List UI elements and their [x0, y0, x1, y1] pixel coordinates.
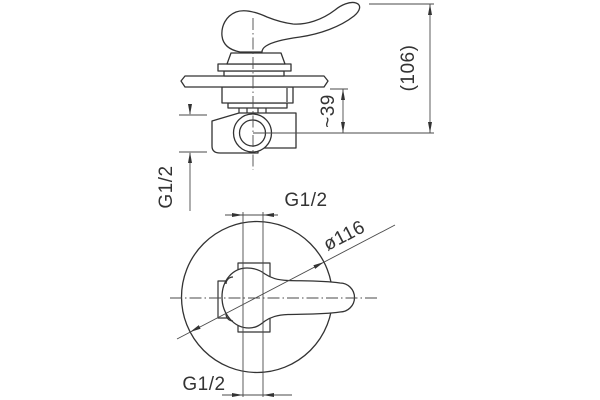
valve-step-plate: [228, 103, 287, 108]
side-view: [156, 2, 434, 211]
arrow-left-icon: [263, 393, 274, 397]
arrow-down-icon: [188, 104, 192, 115]
dim-plate-to-port-label: ~39: [318, 94, 339, 128]
arrow-up-icon: [428, 4, 432, 15]
arrow-up-icon: [188, 152, 192, 163]
arrow-right-icon: [232, 213, 243, 217]
dim-plate-diameter: [177, 217, 395, 339]
lever-handle-side: [222, 2, 360, 52]
dim-top-thread: [225, 190, 328, 217]
dim-top-thread-label: G1/2: [284, 190, 328, 211]
arrow-left-icon: [263, 213, 274, 217]
diameter-leader-line: [177, 225, 395, 339]
dim-bottom-thread-label: G1/2: [182, 374, 226, 395]
arrow-lower-icon: [190, 325, 201, 332]
arrow-up-icon: [341, 89, 345, 100]
dim-bottom-thread: [182, 374, 292, 397]
front-view: [170, 190, 395, 397]
body-cylinder: [222, 87, 293, 103]
arrow-down-icon: [428, 122, 432, 133]
plate-step: [224, 71, 284, 76]
dim-plate-to-port: [318, 89, 348, 133]
dim-overall-height-label: (106): [398, 44, 419, 92]
arrow-right-icon: [232, 393, 243, 397]
handle-cone-base: [227, 53, 285, 64]
arrow-upper-icon: [313, 262, 324, 269]
handle-collar: [218, 64, 291, 71]
escutcheon-plate-side: [181, 76, 328, 87]
dim-port-thread: [156, 104, 207, 211]
dim-plate-diameter-label: ø116: [320, 216, 369, 256]
arrow-down-icon: [341, 122, 345, 133]
dim-port-thread-label: G1/2: [156, 165, 177, 209]
